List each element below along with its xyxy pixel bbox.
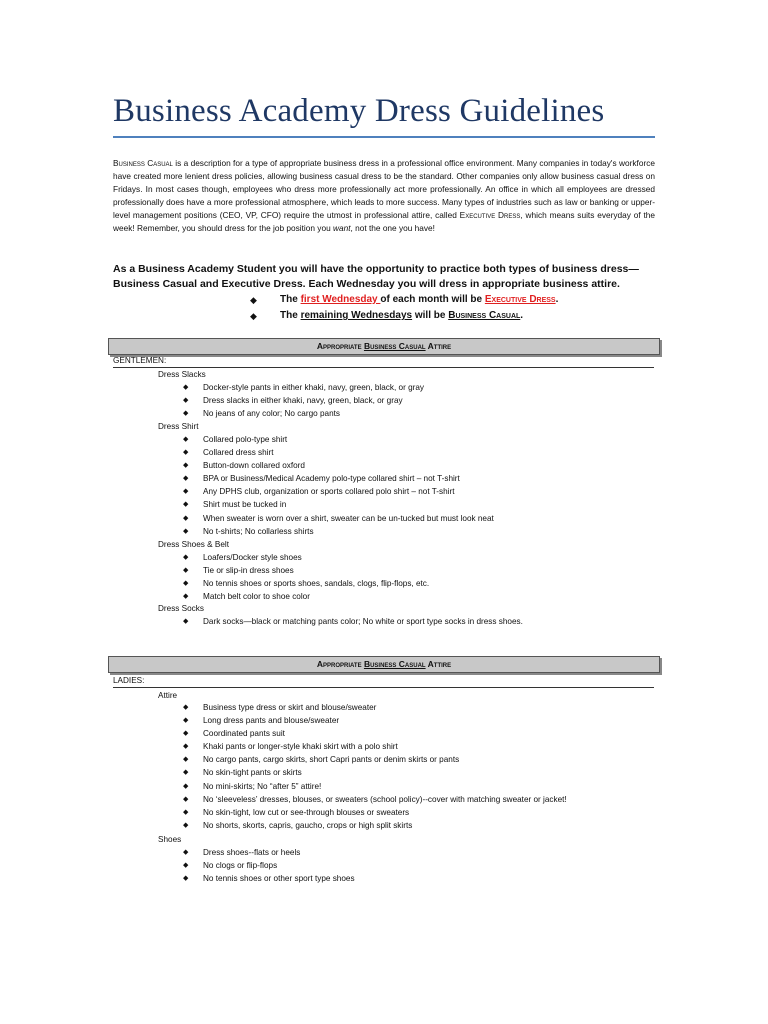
list-item-text: Collared polo-type shirt bbox=[203, 435, 288, 444]
banner-text: Appropriate bbox=[316, 341, 364, 351]
list-item-text: No tennis shoes or sports shoes, sandals, clogs, flip-flops, etc. bbox=[203, 579, 430, 589]
diamond-bullet-icon: ◆ bbox=[183, 593, 189, 601]
rule-suffix: . bbox=[555, 294, 559, 305]
diamond-bullet-icon: ◆ bbox=[183, 567, 189, 575]
title-underline bbox=[113, 136, 655, 138]
list-item bbox=[183, 446, 494, 459]
list-item bbox=[183, 806, 567, 819]
diamond-bullet-icon: ◆ bbox=[183, 462, 189, 470]
business-casual-highlight: Business Casual bbox=[448, 310, 521, 321]
list-item-text: Long dress pants and blouse/sweater bbox=[203, 716, 340, 726]
diamond-bullet-icon: ◆ bbox=[183, 821, 189, 829]
banner-text: Attire bbox=[425, 341, 452, 351]
wednesday-rule-first bbox=[250, 292, 558, 308]
diamond-bullet-icon: ◆ bbox=[183, 849, 189, 856]
list-item-text: No clogs or flip-flops bbox=[203, 861, 278, 871]
diamond-bullet-icon: ◆ bbox=[183, 580, 189, 588]
intro-text-3: , not the one you have! bbox=[350, 223, 435, 234]
diamond-bullet-icon: ◆ bbox=[183, 384, 189, 391]
banner-highlight: Business Casual bbox=[363, 341, 426, 351]
ladies-section-banner bbox=[108, 656, 660, 673]
diamond-bullet-icon: ◆ bbox=[250, 295, 257, 305]
list-item-text: Dress slacks in either khaki, navy, green, black, or gray bbox=[203, 396, 403, 406]
list-item-text: No tennis shoes or other sport type shoes bbox=[203, 874, 355, 884]
list-item bbox=[183, 577, 429, 590]
list-item bbox=[183, 819, 567, 832]
diamond-bullet-icon: ◆ bbox=[183, 397, 189, 405]
student-paragraph: As a Business Academy Student you will have the opportunity to practice both types of business dress—Business Casual and Executive Dress. Each Wednesday you will dress in appropriate business attire. bbox=[113, 263, 639, 290]
list-item bbox=[183, 872, 355, 885]
list-item bbox=[183, 433, 494, 446]
list-item bbox=[183, 846, 355, 859]
wednesday-list bbox=[250, 292, 558, 324]
diamond-bullet-icon: ◆ bbox=[183, 527, 189, 535]
diamond-bullet-icon: ◆ bbox=[183, 808, 189, 816]
diamond-bullet-icon: ◆ bbox=[183, 449, 189, 457]
list-item-text: Tie or slip-in dress shoes bbox=[203, 566, 294, 576]
list-item-text: No t-shirts; No collarless shirts bbox=[203, 526, 314, 536]
list-item bbox=[183, 701, 567, 714]
first-wednesday-highlight: first Wednesday bbox=[300, 294, 381, 305]
list-item bbox=[183, 615, 523, 628]
diamond-bullet-icon: ◆ bbox=[183, 488, 189, 496]
list-item bbox=[183, 525, 494, 538]
list-item bbox=[183, 740, 567, 753]
diamond-bullet-icon: ◆ bbox=[183, 410, 189, 418]
list-item bbox=[183, 512, 494, 525]
diamond-bullet-icon: ◆ bbox=[183, 730, 189, 738]
list-item-text: Shirt must be tucked in bbox=[203, 500, 287, 510]
banner-highlight: Business Casual bbox=[363, 659, 426, 669]
intro-emphasis: want bbox=[333, 223, 351, 234]
dress-socks-list bbox=[183, 615, 523, 628]
diamond-bullet-icon: ◆ bbox=[183, 501, 189, 509]
group-heading-attire: Attire bbox=[158, 691, 178, 700]
list-item-text: Business type dress or skirt and blouse/sweater bbox=[203, 703, 377, 712]
diamond-bullet-icon: ◆ bbox=[183, 436, 189, 443]
diamond-bullet-icon: ◆ bbox=[183, 704, 189, 711]
list-item bbox=[183, 714, 567, 727]
list-item-text: Dress shoes--flats or heels bbox=[203, 848, 301, 857]
intro-text-2: , which means suits everyday of the week! Remember, you should dress for the job position you bbox=[113, 210, 656, 234]
list-item bbox=[183, 381, 424, 394]
list-item bbox=[183, 590, 429, 603]
list-item-text: No shorts, skorts, capris, gaucho, crops or high split skirts bbox=[203, 820, 413, 830]
term-business-casual: Business Casual bbox=[113, 158, 173, 168]
list-item-text: Any DPHS club, organization or sports collared polo shirt – not T-shirt bbox=[203, 487, 455, 497]
list-item bbox=[183, 859, 355, 872]
list-item-text: Collared dress shirt bbox=[203, 448, 274, 458]
diamond-bullet-icon: ◆ bbox=[183, 743, 189, 751]
shoes-list bbox=[183, 846, 355, 885]
diamond-bullet-icon: ◆ bbox=[183, 514, 189, 522]
rule-middle: of each month will be bbox=[380, 294, 485, 305]
diamond-bullet-icon: ◆ bbox=[183, 795, 189, 803]
page-title: Business Academy Dress Guidelines bbox=[113, 93, 605, 129]
diamond-bullet-icon: ◆ bbox=[183, 618, 189, 625]
gentlemen-section-banner bbox=[108, 338, 660, 355]
list-item bbox=[183, 472, 494, 485]
list-item bbox=[183, 766, 567, 779]
ladies-label: LADIES: bbox=[113, 675, 654, 688]
intro-text-1: is a description for a type of appropriate business dress in a professional office environment. Many companies in today's workforce have created more lenient dress policies, allowing business casual dress to be the standard. Other companies only allow business casual dress on Fridays. In most cases though, employees who dress more professionally act more professionally. An office in which all employees are dressed professionally does have a more professional atmosphere, which leads to more success. Many types of industries such as law or banking or upper-level management positions (CEO, VP, CFO) require the utmost in professional attire, called bbox=[113, 158, 655, 221]
list-item-text: No ‘sleeveless’ dresses, blouses, or sweaters (school policy)--cover with matching sweater or jacket! bbox=[203, 794, 567, 804]
list-item bbox=[183, 753, 567, 766]
term-executive-dress: Executive Dress bbox=[459, 210, 521, 221]
wednesday-rule-remaining bbox=[250, 308, 558, 324]
banner-text: Appropriate bbox=[316, 659, 364, 669]
list-item bbox=[183, 394, 424, 407]
list-item bbox=[183, 564, 429, 577]
dress-shirt-list bbox=[183, 433, 494, 538]
list-item-text: When sweater is worn over a shirt, sweater can be un-tucked but must look neat bbox=[203, 513, 494, 523]
list-item-text: No mini-skirts; No “after 5” attire! bbox=[203, 781, 322, 791]
group-heading-dress-shoes-belt: Dress Shoes & Belt bbox=[158, 540, 229, 549]
list-item-text: No skin-tight pants or skirts bbox=[203, 768, 302, 778]
group-heading-dress-shirt: Dress Shirt bbox=[158, 422, 199, 431]
list-item bbox=[183, 551, 429, 564]
list-item-text: No cargo pants, cargo skirts, short Capri pants or denim skirts or pants bbox=[203, 755, 460, 765]
list-item-text: No jeans of any color; No cargo pants bbox=[203, 409, 340, 419]
list-item-text: Docker-style pants in either khaki, navy, green, black, or gray bbox=[203, 383, 425, 392]
executive-dress-highlight: Executive Dress bbox=[484, 294, 556, 305]
list-item bbox=[183, 485, 494, 498]
diamond-bullet-icon: ◆ bbox=[183, 769, 189, 777]
list-item-text: Dark socks—black or matching pants color; No white or sport type socks in dress shoes. bbox=[203, 617, 523, 626]
remaining-wednesdays-highlight: remaining Wednesdays bbox=[300, 310, 413, 321]
group-heading-shoes: Shoes bbox=[158, 835, 182, 844]
diamond-bullet-icon: ◆ bbox=[183, 782, 189, 790]
list-item-text: BPA or Business/Medical Academy polo-type collared shirt – not T-shirt bbox=[203, 474, 460, 484]
diamond-bullet-icon: ◆ bbox=[183, 717, 189, 725]
list-item bbox=[183, 780, 567, 793]
rule-prefix: The bbox=[280, 294, 301, 305]
list-item-text: Loafers/Docker style shoes bbox=[203, 553, 302, 562]
dress-slacks-list bbox=[183, 381, 424, 420]
diamond-bullet-icon: ◆ bbox=[183, 862, 189, 870]
group-heading-dress-slacks: Dress Slacks bbox=[158, 370, 206, 379]
rule-suffix: . bbox=[520, 310, 524, 321]
diamond-bullet-icon: ◆ bbox=[250, 311, 257, 321]
list-item bbox=[183, 498, 494, 511]
group-heading-dress-socks: Dress Socks bbox=[158, 604, 204, 613]
dress-shoes-belt-list bbox=[183, 551, 429, 603]
rule-prefix: The bbox=[280, 310, 301, 321]
gentlemen-label: GENTLEMEN: bbox=[113, 355, 654, 368]
list-item bbox=[183, 407, 424, 420]
list-item-text: Coordinated pants suit bbox=[203, 729, 285, 739]
banner-text: Attire bbox=[425, 659, 452, 669]
list-item bbox=[183, 459, 494, 472]
rule-middle: will be bbox=[412, 310, 449, 321]
diamond-bullet-icon: ◆ bbox=[183, 756, 189, 764]
list-item bbox=[183, 727, 567, 740]
diamond-bullet-icon: ◆ bbox=[183, 554, 189, 561]
list-item-text: Khaki pants or longer-style khaki skirt with a polo shirt bbox=[203, 742, 398, 752]
attire-list bbox=[183, 701, 567, 832]
diamond-bullet-icon: ◆ bbox=[183, 475, 189, 483]
list-item-text: Match belt color to shoe color bbox=[203, 592, 310, 602]
list-item-text: No skin-tight, low cut or see-through blouses or sweaters bbox=[203, 807, 410, 817]
diamond-bullet-icon: ◆ bbox=[183, 875, 189, 883]
intro-paragraph bbox=[113, 157, 655, 236]
list-item bbox=[183, 793, 567, 806]
list-item-text: Button-down collared oxford bbox=[203, 461, 305, 471]
